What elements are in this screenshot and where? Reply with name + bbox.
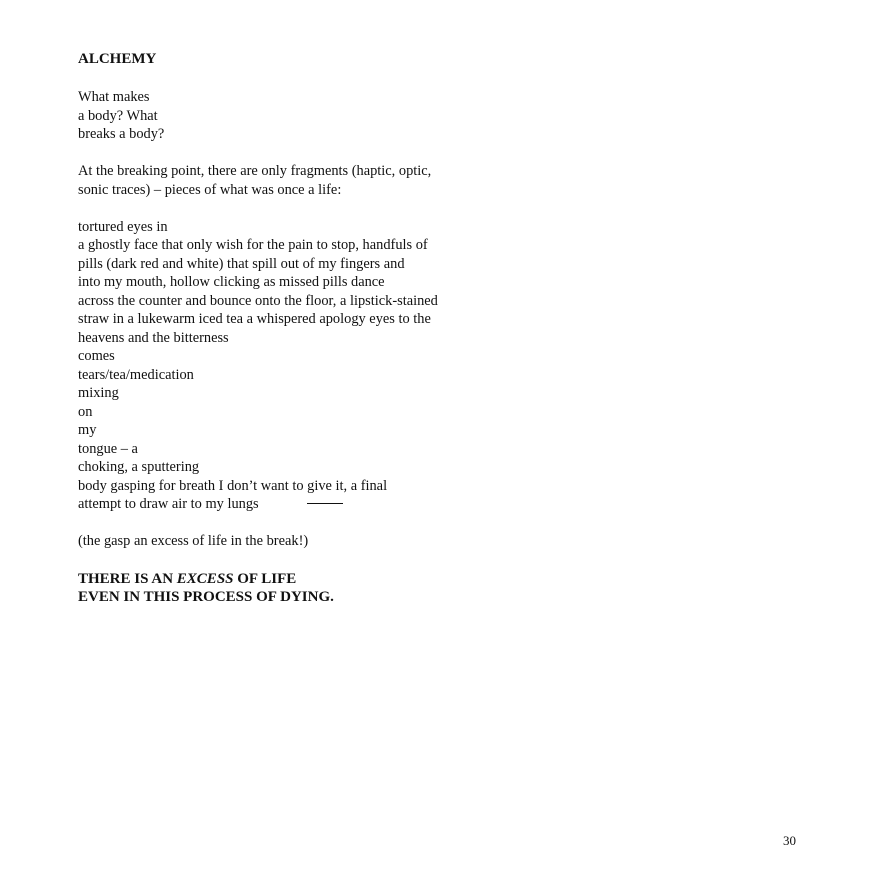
- poem-line: across the counter and bounce onto the floor, a lipstick-stained: [78, 292, 438, 309]
- stanza-2: [78, 162, 578, 199]
- closing-emphasis: EXCESS: [176, 570, 234, 587]
- poem-line: At the breaking point, there are only fragments (haptic, optic,: [78, 163, 432, 179]
- poem-line: on: [78, 403, 93, 420]
- poem-line: my: [78, 422, 97, 438]
- stanza-1: [78, 88, 578, 144]
- closing-statement: [78, 570, 578, 607]
- closing-line-1: [78, 570, 578, 589]
- stanza-3: [78, 218, 578, 514]
- poem-line: tears/tea/medication: [78, 366, 194, 383]
- poem-line: breaks a body?: [78, 126, 165, 142]
- poem-line: a body? What: [78, 107, 158, 124]
- poem-line: pills (dark red and white) that spill out of my fingers and: [78, 255, 405, 272]
- poem-line-text: attempt to draw air to my lungs: [78, 496, 259, 512]
- poem-line: comes: [78, 348, 115, 364]
- poem-line: straw in a lukewarm iced tea a whispered apology eyes to the: [78, 311, 431, 327]
- dash-rule: [307, 503, 343, 504]
- poem-line: sonic traces) – pieces of what was once a life:: [78, 181, 342, 198]
- poem-line: mixing: [78, 385, 119, 401]
- poem-line: tongue – a: [78, 440, 138, 457]
- poem-line: heavens and the bitterness: [78, 329, 229, 346]
- poem-line: choking, a sputtering: [78, 459, 200, 475]
- poem-line: What makes: [78, 89, 150, 105]
- closing-line-2: EVEN IN THIS PROCESS OF DYING.: [78, 589, 334, 605]
- closing-text: OF LIFE: [233, 570, 297, 587]
- closing-text: THERE IS AN: [78, 570, 177, 587]
- stanza-4: [78, 532, 578, 551]
- poem-line: tortured eyes in: [78, 218, 168, 235]
- poem-line-with-dash: [78, 495, 578, 514]
- poem-line: into my mouth, hollow clicking as missed pills dance: [78, 274, 385, 290]
- page-number: 30: [783, 833, 796, 848]
- poem-line: (the gasp an excess of life in the break!): [78, 533, 309, 549]
- poem-title: ALCHEMY: [78, 51, 157, 67]
- poem-page: [78, 50, 578, 607]
- poem-line: a ghostly face that only wish for the pain to stop, handfuls of: [78, 237, 428, 253]
- poem-line: body gasping for breath I don’t want to give it, a final: [78, 477, 388, 494]
